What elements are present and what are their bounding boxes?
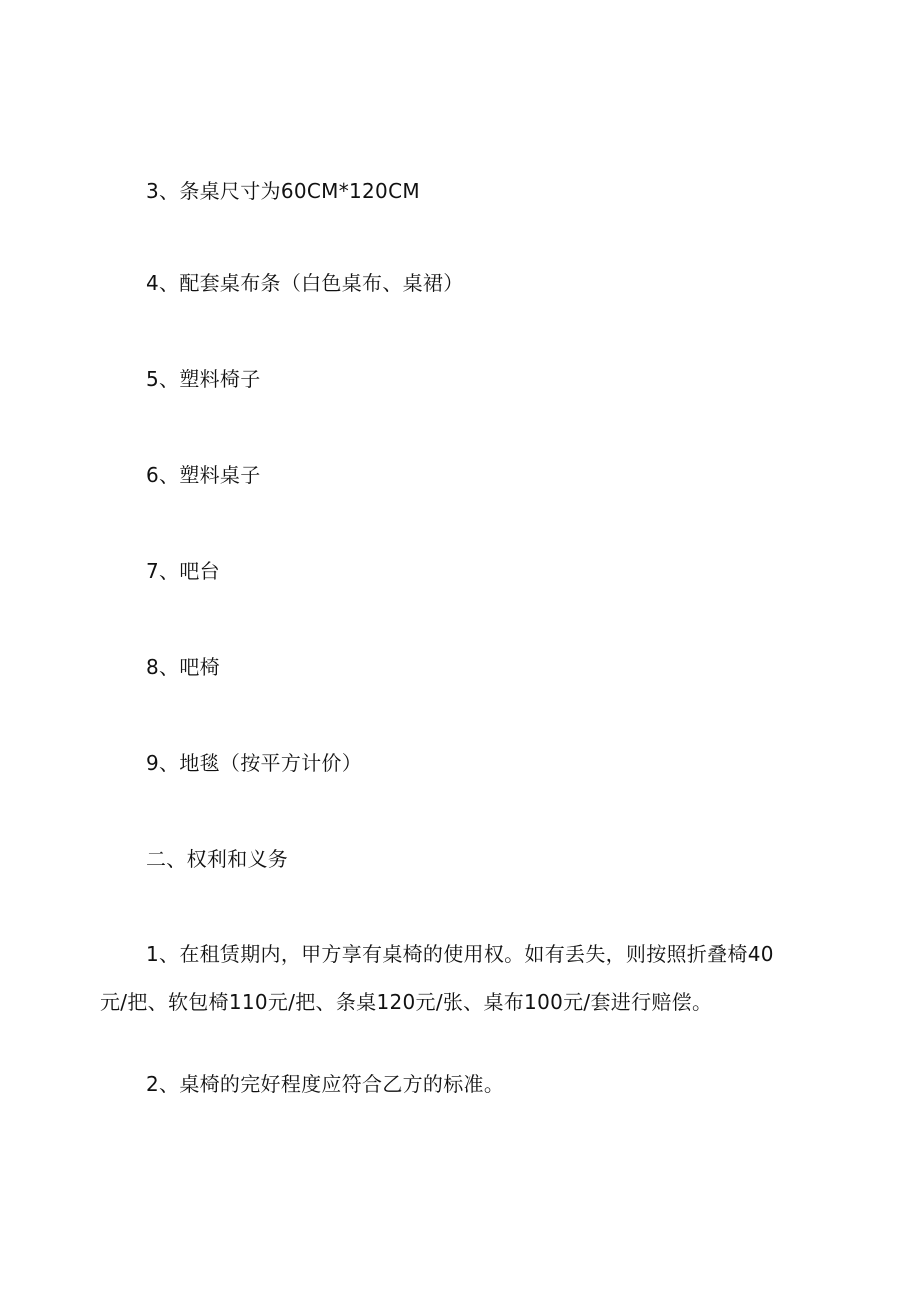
list-item-bar-counter: 7、吧台 (146, 559, 220, 583)
clause-1-line-2: 元/把、软包椅110元/把、条桌120元/张、桌布100元/套进行赔偿。 (100, 990, 713, 1014)
clause-2-paragraph: 2、桌椅的完好程度应符合乙方的标准。 (146, 1072, 505, 1096)
list-item-bar-stools: 8、吧椅 (146, 655, 220, 679)
clause-1-paragraph (100, 930, 820, 1026)
list-item-plastic-tables: 6、塑料桌子 (146, 463, 261, 487)
clause-1-line-1: 1、在租赁期内，甲方享有桌椅的使用权。如有丢失，则按照折叠椅40 (146, 942, 774, 966)
section-heading-rights-obligations: 二、权利和义务 (146, 847, 289, 871)
list-item-table-size: 3、条桌尺寸为60CM*120CM (146, 179, 420, 203)
list-item-plastic-chairs: 5、塑料椅子 (146, 367, 261, 391)
list-item-carpet: 9、地毯（按平方计价） (146, 751, 363, 775)
list-item-tablecloth: 4、配套桌布条（白色桌布、桌裙） (146, 271, 464, 295)
